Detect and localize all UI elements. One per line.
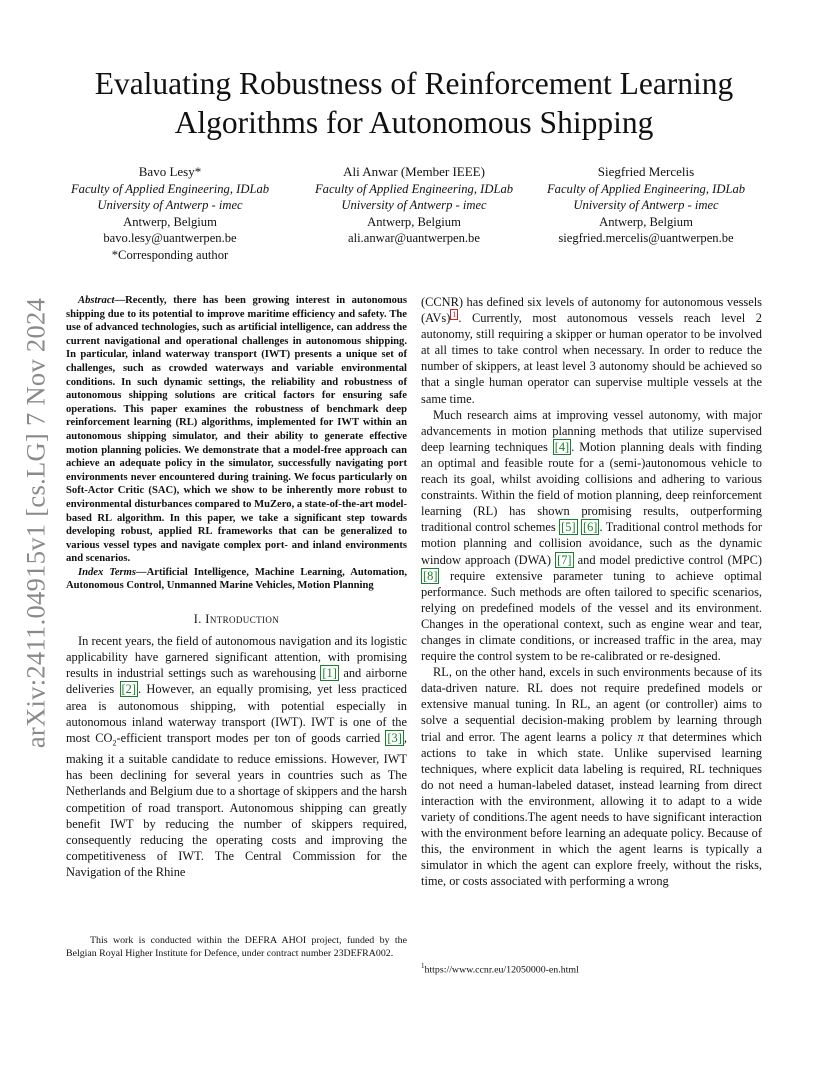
author-name: Siegfried Mercelis [597,164,695,179]
author-institution: University of Antwerp - imec [97,198,243,212]
funding-footnote: This work is conducted within the DEFRA AHOI project, funded by the Belgian Royal Higher Institute for Defence, under contract number 23DEFRA002. [66,935,407,959]
index-terms: Index Terms—Artificial Intelligence, Machine Learning, Automation, Autonomous Control, Unmanned Marine Vehicles, Motion Planning [66,566,407,592]
author-email: siegfried.mercelis@uantwerpen.be [558,231,734,245]
intro-paragraph-1 [66,633,407,880]
citation-link[interactable]: [5] [561,520,576,535]
text-run: . Motion planning deals with finding an optimal and feasible route for a (semi-)autonomous vehicle to reach its goal, whilst avoiding collisions and adhering to various constraints. Within the field of motion planning, deep reinforcement learning (RL) has shown promising results, outperforming traditional control schemes [421,439,762,535]
citation-link[interactable]: [8] [423,568,438,583]
policy-symbol: π [637,729,644,744]
text-run: , making it a suitable candidate to reduce emissions. However, IWT has been declining for several years in countries such as The Netherlands and Belgium due to a shortage of skippers and the harsh competition of road transport. Autonomous shipping can greatly benefit IWT by reducing the number of skippers required, consequently reducing the operating costs and improving the competitiveness of IWT. The Central Commission for the Navigation of the Rhine [66,730,407,879]
author-name: Bavo Lesy* [138,164,202,179]
citation-link[interactable]: [3] [387,730,402,745]
index-terms-lead: Index Terms [78,566,137,578]
author-affiliation: Faculty of Applied Engineering, IDLab [546,181,746,196]
citation-link[interactable]: [4] [554,439,570,454]
author-location: Antwerp, Belgium [123,214,217,229]
subscript: 2 [112,738,117,748]
author-email: bavo.lesy@uantwerpen.be [103,231,237,245]
index-terms-text: Artificial Intelligence, Machine Learning, Automation, Autonomous Control, Unmanned Marine Vehicles, Motion Planning [66,566,407,592]
url-footnote [421,960,762,977]
text-run: and airborne deliveries [66,666,407,697]
section-heading-introduction: I. Introduction [193,612,280,627]
author-affiliation: Faculty of Applied Engineering, IDLab [314,181,514,196]
footnote-link[interactable]: 1 [452,309,457,319]
intro-paragraph-4 [421,664,762,889]
text-run: . Currently, most autonomous vessels reach level 2 autonomy, still requiring a skipper or human operator to be involved at all times to take control when necessary. In order to reduce the number of skippers, at least level 3 autonomy should be achieved so that a single human operator can supervise multiple vessels at the same time. [421,311,762,406]
text-run: that determines which actions to take in which state. Unlike supervised learning techniques, where explicit data labeling is required, RL techniques do not need a human-labeled dataset, instead learning from direct interaction with the environment, allowing it to adapt to a wide variety of conditions.The agent needs to have significant interaction with the environment before learning an adequate policy. Because of this, the environment in which the agent learns is typically a simulator in which the agent can explore freely, without the risks, time, or costs associated with performing a wrong [421,729,763,889]
text-run: Much research aims at improving vessel autonomy, with major advancements in motion planning methods that utilize supervised deep learning techniques [421,407,762,454]
citation-link[interactable]: [2] [121,682,136,697]
author-institution: University of Antwerp - imec [341,198,487,212]
corresponding-author-note: *Corresponding author [111,247,229,262]
footnote-mark: 1 [421,962,425,970]
author-1 [70,164,270,263]
author-3 [532,164,760,247]
paper-title: Evaluating Robustness of Reinforcement Learning Algorithms for Autonomous Shipping [94,66,734,140]
intro-paragraph-2 [421,294,762,407]
citation-link[interactable]: [7] [557,552,572,567]
abstract-text: Recently, there has been growing interest in autonomous shipping due to its potential to improve maritime efficiency and safety. The use of advanced technologies, such as artificial intelligence, can address the current navigational and operational challenges in autonomous shipping. In particular, inland waterway transport (IWT) presents a unique set of challenges, such as crowded waterways and variable environmental conditions. In such dynamic settings, the reliability and robustness of autonomous shipping solutions are critical factors for ensuring safe operations. This paper examines the robustness of benchmark deep reinforcement learning (RL) algorithms, implemented for IWT within an autonomous shipping simulator, and their ability to generate effective motion planning policies. We demonstrate that a model-free approach can achieve an adequate policy in the simulator, successfully navigating port environments never encountered during training. We focus particularly on Soft-Actor Critic (SAC), which we show to be inherently more robust to environmental disturbances compared to MuZero, a state-of-the-art model-based RL algorithm. In this paper, we take a significant step towards developing robust, applied RL frameworks that can be generalized to various vessel types and navigate complex port- and inland environments and scenarios. [66,295,407,565]
abstract: Abstract—Recently, there has been growing interest in autonomous shipping due to its potential to improve maritime efficiency and safety. The use of advanced technologies, such as artificial intelligence, can address the current navigational and operational challenges in autonomous shipping. In particular, inland waterway transport (IWT) presents a unique set of challenges, such as crowded waterways and variable environmental conditions. In such dynamic settings, the reliability and robustness of autonomous shipping solutions are critical factors for ensuring safe operations. This paper examines the robustness of benchmark deep reinforcement learning (RL) algorithms, implemented for IWT within an autonomous shipping simulator, and their ability to generate effective motion planning policies. We demonstrate that a model-free approach can achieve an adequate policy in the simulator, successfully navigating port environments never encountered during training. We focus particularly on Soft-Actor Critic (SAC), which we show to be inherently more robust to environmental disturbances compared to MuZero, a state-of-the-art model-based RL algorithm. In this paper, we take a significant step towards developing robust, applied RL frameworks that can be generalized to various vessel types and navigate complex port- and inland environments and scenarios. [66,295,407,565]
author-institution: University of Antwerp - imec [573,198,719,212]
arxiv-identifier-stamp [18,290,54,755]
text-run: . Traditional control methods for motion planning and collision avoidance, such as the dynamic window approach (DWA) [421,520,762,567]
text-run: In recent years, the field of autonomous navigation and its logistic applicability have garnered significant attention, with promising results in industrial settings such as warehousing [66,634,407,681]
left-column [66,294,407,880]
text-run: RL, on the other hand, excels in such environments because of its data-driven nature. RL does not require predefined models or extensive manual tuning. In RL, an agent (or controller) aims to solve a sequential decision-making problem by learning through trial and error. The agent learns a policy [421,665,762,744]
author-location: Antwerp, Belgium [367,214,461,229]
author-location: Antwerp, Belgium [599,214,693,229]
citation-link[interactable]: [1] [322,666,337,681]
author-affiliation: Faculty of Applied Engineering, IDLab [70,181,270,196]
footnote-url[interactable]: https://www.ccnr.eu/12050000-en.html [424,964,579,976]
text-run: (CCNR) has defined six levels of autonomy for autonomous vessels (AVs) [421,295,762,326]
text-run: and model predictive control (MPC) [573,552,762,567]
right-column [421,294,762,889]
author-name: Ali Anwar (Member IEEE) [343,164,485,179]
author-2 [298,164,530,247]
text-run: -efficient transport modes per ton of goods carried [116,730,386,745]
author-email: ali.anwar@uantwerpen.be [348,231,480,245]
text-run: . However, an equally promising, yet less practiced area is autonomous shipping, with potential especially in autonomous inland waterway transport (IWT). IWT is one of the most CO [66,682,407,745]
text-run: require extensive parameter tuning to achieve optimal performance. Such methods are often tailored to specific scenarios, relying on predefined models of the vessel and its environment. Changes in the operational context, such as engine wear and tear, changes in climate conditions, or increased traffic in the area, may require the control system to be re-calibrated or re-designed. [421,568,762,664]
abstract-lead: Abstract [78,295,115,306]
intro-paragraph-3 [421,407,762,665]
arxiv-identifier-text: arXiv:2411.04915v1 [cs.LG] 7 Nov 2024 [20,297,51,748]
citation-link[interactable]: [6] [582,520,598,535]
